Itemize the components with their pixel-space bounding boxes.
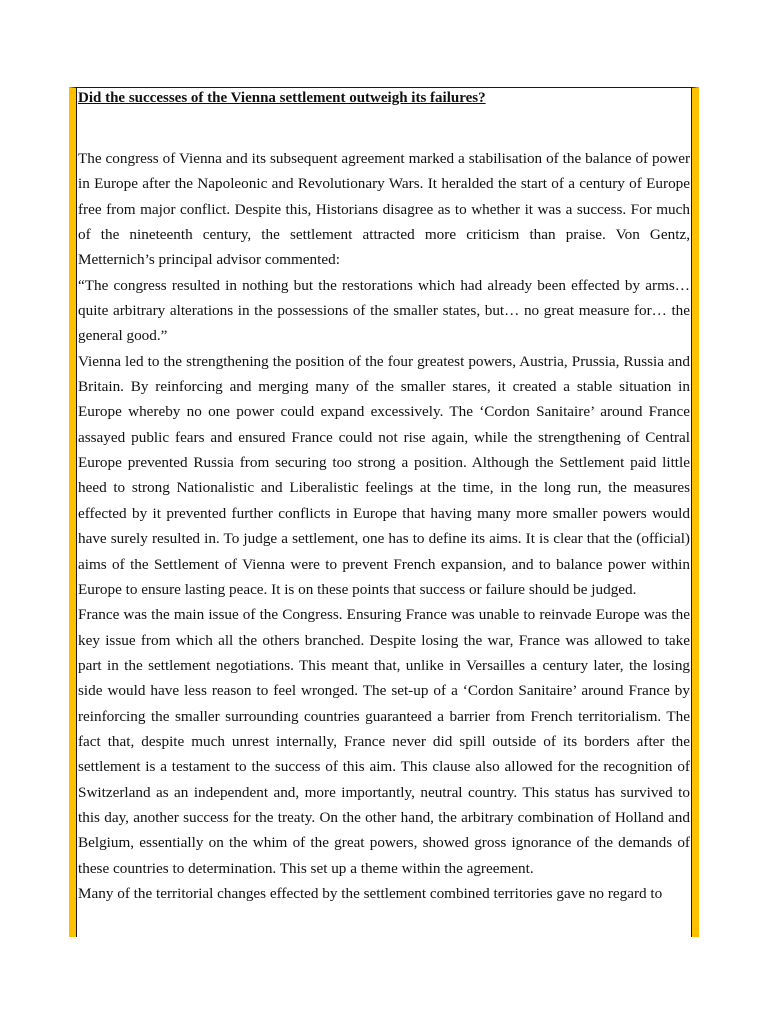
- paragraph-territorial: Many of the territorial changes effected by the settlement combined territories gave no regard to: [78, 884, 663, 902]
- bordered-text-box: [69, 87, 699, 937]
- document-title: Did the successes of the Vienna settlement outweigh its failures?: [78, 90, 486, 106]
- paragraph-france: France was the main issue of the Congress. Ensuring France was unable to reinvade Europe was the key issue from which all the others branched. Despite losing the war, France was allowed to take part in the settlement negotiations. This meant that, unlike in Versailles a century later, the losing side would have less reason to feel wronged. The set-up of a ‘Cordon Sanitaire’ around France by reinforcing the smaller surrounding countries guaranteed a barrier from French territorialism. The fact that, despite much unrest internally, France never did spill outside of its borders after the settlement is a testament to the success of this aim. This clause also allowed for the recognition of Switzerland as an independent and, more importantly, neutral country. This status has survived to this day, another success for the treaty. On the other hand, the arbitrary combination of Holland and Belgium, essentially on the whim of the great powers, showed gross ignorance of the demands of these countries to determination. This set up a theme within the agreement.: [78, 606, 690, 877]
- paragraph-quote: “The congress resulted in nothing but the restorations which had already been effected by arms… quite arbitrary alterations in the possessions of the smaller states, but… no great measure for… the general good.”: [78, 276, 690, 345]
- title-spacer: [78, 108, 690, 146]
- document-content: [78, 88, 690, 906]
- paragraph-intro: The congress of Vienna and its subsequent agreement marked a stabilisation of the balance of power in Europe after the Napoleonic and Revolutionary Wars. It heralded the start of a century of Europe free from major conflict. Despite this, Historians disagree as to whether it was a success. For much of the nineteenth century, the settlement attracted more criticism than praise. Von Gentz, Metternich’s principal advisor commented:: [78, 150, 690, 269]
- paragraph-powers: Vienna led to the strengthening the position of the four greatest powers, Austria, Prussia, Russia and Britain. By reinforcing and merging many of the smaller stares, it created a stable situation in Europe whereby no one power could expand excessively. The ‘Cordon Sanitaire’ around France assayed public fears and ensured France could not rise again, while the strengthening of Central Europe prevented Russia from securing too strong a position. Although the Settlement paid little heed to strong Nationalistic and Liberalistic feelings at the time, in the long run, the measures effected by it prevented further conflicts in Europe that having many more smaller powers would have surely resulted in. To judge a settlement, one has to define its aims. It is clear that the (official) aims of the Settlement of Vienna were to prevent French expansion, and to balance power within Europe to ensure lasting peace. It is on these points that success or failure should be judged.: [78, 352, 690, 598]
